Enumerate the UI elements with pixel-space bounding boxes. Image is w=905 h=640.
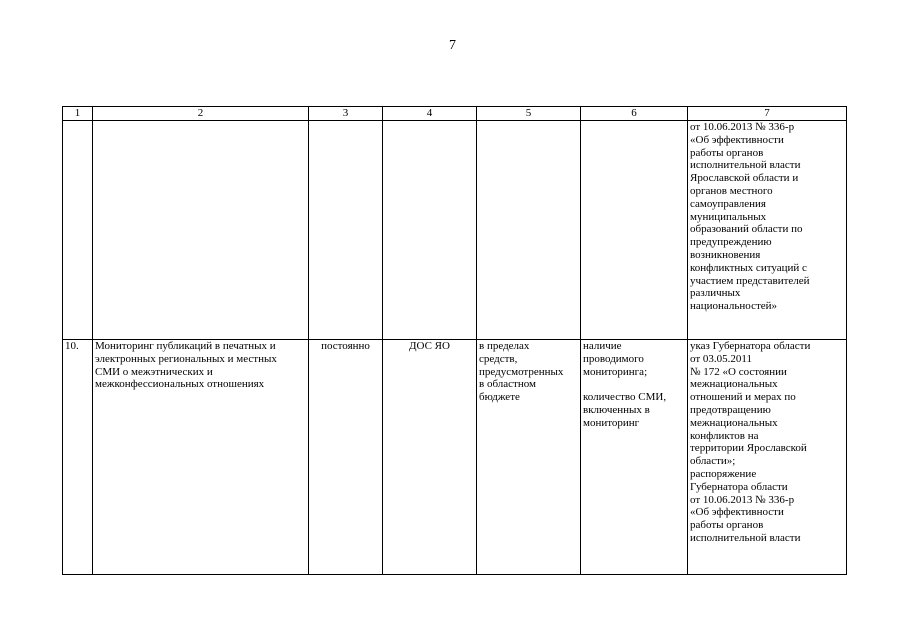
header-col-7: 7 bbox=[688, 107, 847, 121]
row-basis: от 10.06.2013 № 336-р «Об эффективности работы органов исполнительной власти Ярославской области и органов местного самоуправления муниципальных образований области по предупреждению возникновения конфликтных ситуаций с участием представителей различных национальностей» bbox=[688, 121, 847, 340]
row-basis: указ Губернатора области от 03.05.2011 № 172 «О состоянии межнациональных отношений и мерах по предотвращению межнациональных конфликтов на территории Ярославской области»; распоряжение Губернатора области от 10.06.2013 № 336-р «Об эффективности работы органов исполнительной власти bbox=[688, 340, 847, 575]
table-header bbox=[63, 107, 847, 121]
row-number: 10. bbox=[63, 340, 93, 575]
header-col-1: 1 bbox=[63, 107, 93, 121]
row-indicator bbox=[581, 121, 688, 340]
header-col-4: 4 bbox=[383, 107, 477, 121]
header-col-2: 2 bbox=[93, 107, 309, 121]
row-deadline: постоянно bbox=[309, 340, 383, 575]
header-col-6: 6 bbox=[581, 107, 688, 121]
row-indicator: наличие проводимого мониторинга; количество СМИ, включенных в мониторинг bbox=[581, 340, 688, 575]
page-number: 7 bbox=[449, 38, 456, 53]
row-activity bbox=[93, 121, 309, 340]
measures-table bbox=[62, 106, 847, 575]
row-number bbox=[63, 121, 93, 340]
row-executor bbox=[383, 121, 477, 340]
row-executor: ДОС ЯО bbox=[383, 340, 477, 575]
table-row bbox=[63, 121, 847, 340]
table-header-row bbox=[63, 107, 847, 121]
row-activity: Мониторинг публикаций в печатных и электронных региональных и местных СМИ о межэтнических и межконфессиональных отношениях bbox=[93, 340, 309, 575]
row-funding bbox=[477, 121, 581, 340]
row-deadline bbox=[309, 121, 383, 340]
table-row bbox=[63, 340, 847, 575]
row-funding: в пределах средств, предусмотренных в областном бюджете bbox=[477, 340, 581, 575]
header-col-3: 3 bbox=[309, 107, 383, 121]
header-col-5: 5 bbox=[477, 107, 581, 121]
